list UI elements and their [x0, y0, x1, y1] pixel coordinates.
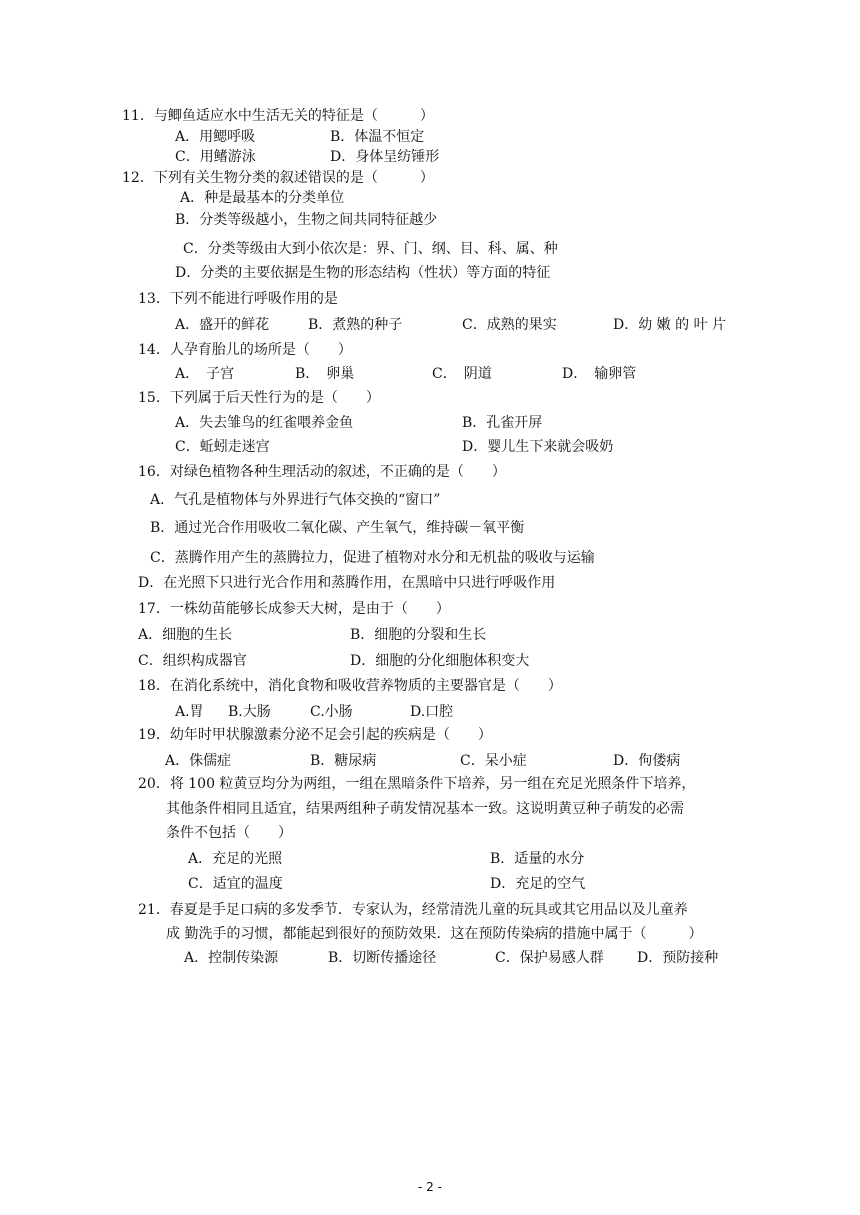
- question-16-option-d: D．在光照下只进行光合作用和蒸腾作用，在黑暗中只进行呼吸作用: [138, 575, 556, 591]
- question-13-option-d: D．幼 嫩 的 叶 片: [613, 317, 727, 333]
- question-13-option-b: B．煮熟的种子: [308, 317, 403, 333]
- question-12-option-c: C．分类等级由大到小依次是：界、门、纲、目、科、属、种: [183, 241, 558, 257]
- question-11-option-d: D．身体呈纺锤形: [330, 149, 440, 165]
- question-12-stem: 12．下列有关生物分类的叙述错误的是（ ）: [122, 170, 434, 186]
- question-21-option-c: C．保护易感人群: [495, 950, 604, 966]
- question-18-stem: 18．在消化系统中，消化食物和吸收营养物质的主要器官是（ ）: [138, 678, 562, 694]
- question-20-stem-line-1: 20．将 100 粒黄豆均分为两组，一组在黑暗条件下培养，另一组在充足光照条件下培养，: [138, 776, 696, 792]
- question-20-option-b: B．适量的水分: [490, 851, 585, 867]
- question-16-option-c: C．蒸腾作用产生的蒸腾拉力，促进了植物对水分和无机盐的吸收与运输: [150, 550, 595, 566]
- question-12-option-d: D．分类的主要依据是生物的形态结构（性状）等方面的特征: [175, 265, 551, 281]
- question-20-option-d: D．充足的空气: [490, 876, 586, 892]
- question-21-option-b: B．切断传播途径: [328, 950, 437, 966]
- question-14-option-a: A． 子宫: [175, 366, 235, 382]
- question-15-stem: 15．下列属于后天性行为的是（ ）: [138, 390, 380, 406]
- question-11-option-b: B．体温不恒定: [330, 129, 425, 145]
- question-17-option-b: B．细胞的分裂和生长: [350, 627, 487, 643]
- question-15-option-a: A．失去雏鸟的红雀喂养金鱼: [175, 415, 354, 431]
- question-19-option-b: B．糖尿病: [310, 753, 377, 769]
- question-15-option-b: B．孔雀开屏: [462, 415, 543, 431]
- question-20-option-c: C．适宜的温度: [188, 876, 283, 892]
- question-17-option-c: C．组织构成器官: [138, 653, 247, 669]
- question-15-option-d: D．婴儿生下来就会吸奶: [462, 439, 614, 455]
- question-13-option-c: C．成熟的果实: [462, 317, 557, 333]
- question-21-option-a: A．控制传染源: [184, 950, 279, 966]
- question-18-option-a: A.胃: [175, 704, 204, 720]
- question-18-option-c: C.小肠: [310, 704, 353, 720]
- question-16-option-b: B．通过光合作用吸收二氧化碳、产生氧气，维持碳－氧平衡: [150, 520, 525, 536]
- question-19-stem: 19．幼年时甲状腺激素分泌不足会引起的疾病是（ ）: [138, 727, 492, 743]
- question-14-option-c: C． 阴道: [432, 366, 492, 382]
- question-17-option-d: D．细胞的分化细胞体积变大: [350, 653, 530, 669]
- question-13-stem: 13．下列不能进行呼吸作用的是: [138, 291, 338, 307]
- page-number: - 2 -: [418, 1180, 442, 1194]
- question-16-option-a: A．气孔是植物体与外界进行气体交换的“窗口”: [150, 492, 441, 508]
- question-17-option-a: A．细胞的生长: [138, 627, 233, 643]
- question-11-stem: 11．与鲫鱼适应水中生活无关的特征是（ ）: [122, 108, 434, 124]
- question-14-stem: 14．人孕育胎儿的场所是（ ）: [138, 342, 352, 358]
- question-20-option-a: A．充足的光照: [188, 851, 283, 867]
- question-21-stem-line-2: 成 勤洗手的习惯，都能起到很好的预防效果．这在预防传染病的措施中属于（ ）: [166, 926, 703, 942]
- question-15-option-c: C．蚯蚓走迷宫: [175, 439, 270, 455]
- question-12-option-b: B．分类等级越小，生物之间共同特征越少: [175, 212, 438, 228]
- question-20-stem-line-3: 条件不包括（ ）: [166, 825, 292, 841]
- question-13-option-a: A．盛开的鲜花: [175, 317, 270, 333]
- question-21-stem-line-1: 21．春夏是手足口病的多发季节．专家认为，经常清洗儿童的玩具或其它用品以及儿童养: [138, 902, 688, 918]
- question-14-option-d: D． 输卵管: [562, 366, 637, 382]
- question-11-option-c: C．用鳍游泳: [175, 149, 256, 165]
- question-19-option-a: A．侏儒症: [165, 753, 232, 769]
- question-12-option-a: A．种是最基本的分类单位: [180, 190, 345, 206]
- question-20-stem-line-2: 其他条件相同且适宜，结果两组种子萌发情况基本一致。这说明黄豆种子萌发的必需: [166, 801, 684, 817]
- question-11-option-a: A．用鳃呼吸: [175, 129, 256, 145]
- question-16-stem: 16．对绿色植物各种生理活动的叙述，不正确的是（ ）: [138, 464, 506, 480]
- question-19-option-c: C．呆小症: [460, 753, 527, 769]
- question-17-stem: 17．一株幼苗能够长成参天大树，是由于（ ）: [138, 601, 450, 617]
- question-19-option-d: D．佝偻病: [613, 753, 681, 769]
- question-21-option-d: D．预防接种: [637, 950, 719, 966]
- question-14-option-b: B． 卵巢: [295, 366, 355, 382]
- question-18-option-d: D.口腔: [410, 704, 454, 720]
- question-18-option-b: B.大肠: [228, 704, 271, 720]
